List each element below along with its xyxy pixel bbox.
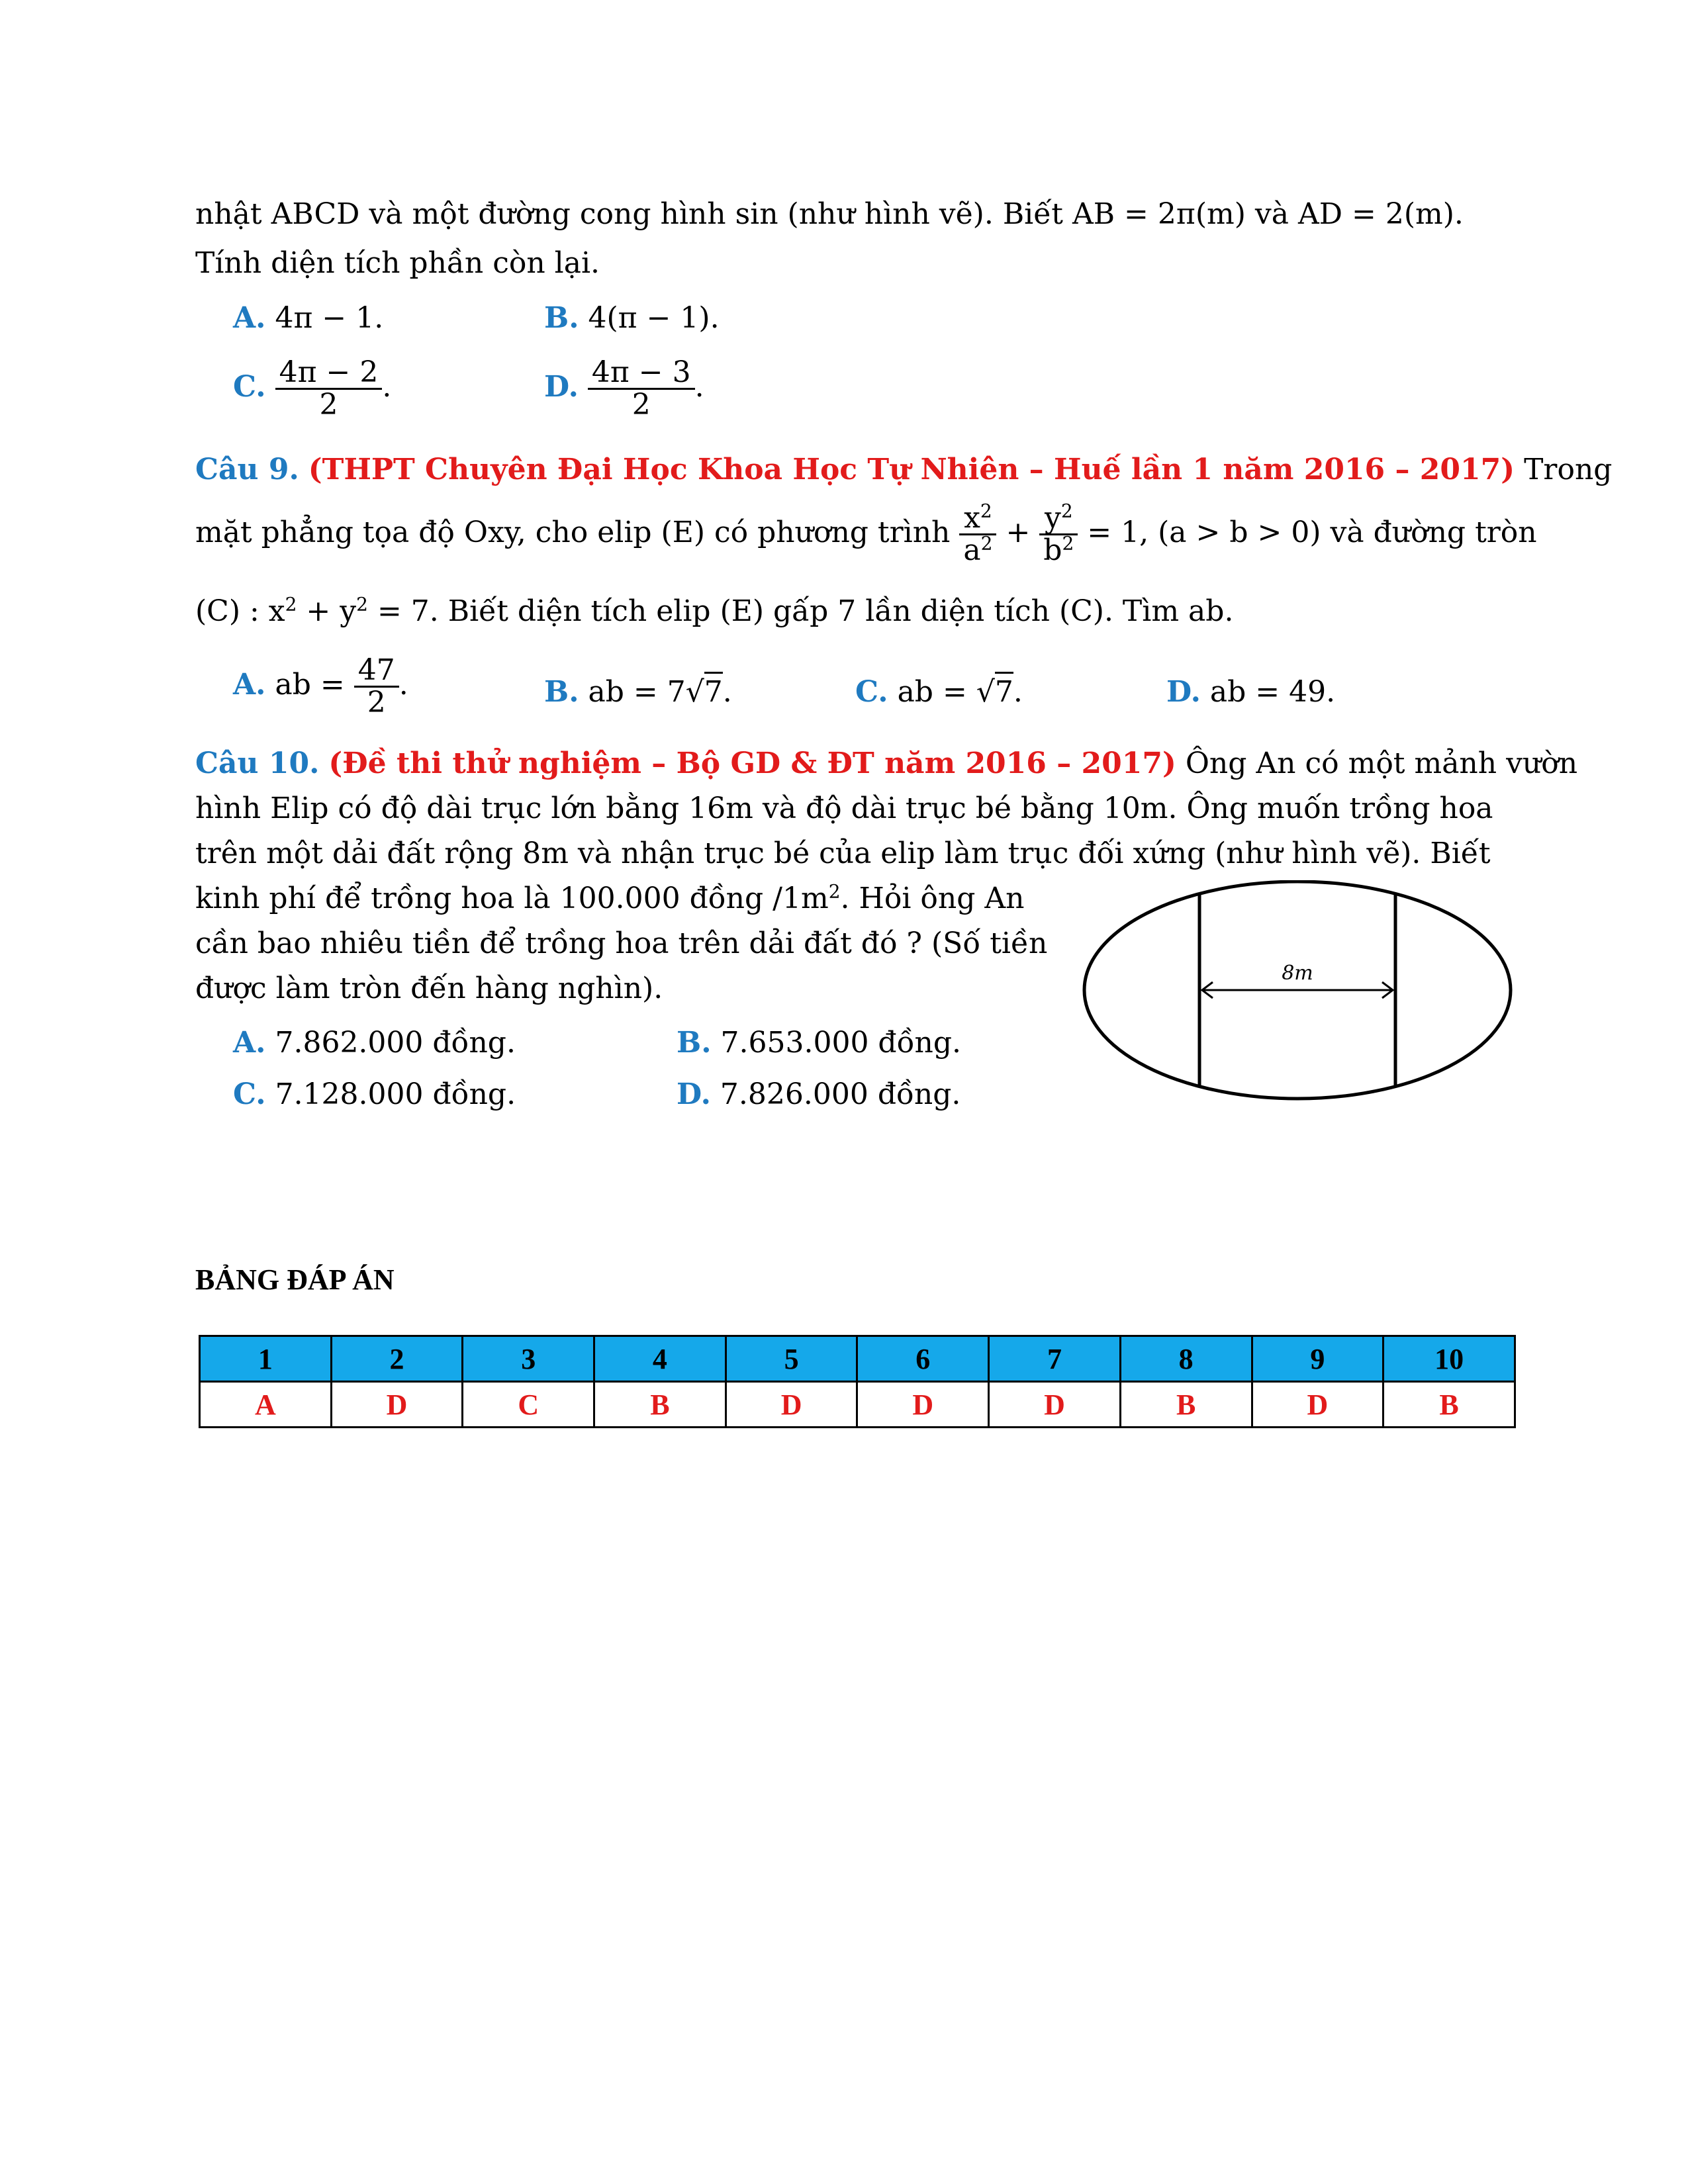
- answer-table-header-row: [200, 1336, 1515, 1382]
- answer-cell: A: [200, 1382, 332, 1428]
- answer-cell: D: [857, 1382, 989, 1428]
- q10-line5: cần bao nhiêu tiền để trồng hoa trên dải đất đó ? (Số tiền: [195, 927, 1048, 960]
- question-number-cell: 1: [200, 1336, 332, 1382]
- prev-option-b: B. 4(π − 1).: [544, 301, 720, 335]
- q10-source: (Đề thi thử nghiệm – Bộ GD & ĐT năm 2016 – 2017): [328, 747, 1176, 780]
- q9-label: Câu 9.: [195, 453, 299, 486]
- q9-option-d: D. ab = 49.: [1166, 675, 1336, 709]
- question-number-cell: 10: [1383, 1336, 1515, 1382]
- answer-cell: D: [726, 1382, 857, 1428]
- question-number-cell: 4: [594, 1336, 726, 1382]
- q10-header: Câu 10. (Đề thi thử nghiệm – Bộ GD & ĐT năm 2016 – 2017) Ông An có một mảnh vườn: [195, 747, 1578, 780]
- q10-option-b: B. 7.653.000 đồng.: [677, 1026, 962, 1060]
- q9-option-b: B. ab = 7√7.: [544, 675, 732, 709]
- q10-line4: kinh phí để trồng hoa là 100.000 đồng $/1m^2$. Hỏi ông An: [195, 880, 1025, 915]
- answer-cell: B: [1383, 1382, 1515, 1428]
- q10-line3: trên một dải đất rộng 8m và nhận trục bé của elip làm trục đối xứng (như hình vẽ). Biết: [195, 837, 1491, 870]
- q9-circle-line: (C) : $x^2 + y^2 = 7$. Biết diện tích elip (E) gấp 7 lần diện tích (C). Tìm ab.: [195, 593, 1234, 628]
- question-number-cell: 6: [857, 1336, 989, 1382]
- answer-cell: D: [331, 1382, 463, 1428]
- q10-label: Câu 10.: [195, 747, 320, 780]
- prev-question-text-line2: Tính diện tích phần còn lại.: [195, 246, 600, 280]
- answer-table: [199, 1335, 1516, 1428]
- q10-option-c: C. 7.128.000 đồng.: [233, 1077, 516, 1111]
- answer-cell: D: [989, 1382, 1121, 1428]
- question-number-cell: 9: [1252, 1336, 1383, 1382]
- q9-header: Câu 9. (THPT Chuyên Đại Học Khoa Học Tự Nhiên – Huế lần 1 năm 2016 – 2017) Trong: [195, 453, 1613, 486]
- q9-source: (THPT Chuyên Đại Học Khoa Học Tự Nhiên – Huế lần 1 năm 2016 – 2017): [308, 453, 1515, 486]
- question-number-cell: 8: [1120, 1336, 1252, 1382]
- answer-table-values-row: [200, 1382, 1515, 1428]
- q9-option-a: A. ab = $\frac{47}{2}$ .: [233, 653, 408, 720]
- answer-table-title: BẢNG ĐÁP ÁN: [195, 1263, 395, 1296]
- ellipse-garden-figure: [1079, 880, 1516, 1118]
- q9-equation-line: mặt phẳng tọa độ Oxy, cho elip (E) có phương trình $\frac{x^2}{a^2}$ + $\frac{y^2}{b^2}$ = 1, (a > b > 0) và đường tròn: [195, 500, 1537, 568]
- question-number-cell: 5: [726, 1336, 857, 1382]
- answer-cell: B: [594, 1382, 726, 1428]
- answer-cell: D: [1252, 1382, 1383, 1428]
- width-label: 8m: [1282, 962, 1313, 985]
- q10-line2: hình Elip có độ dài trục lớn bằng 16m và độ dài trục bé bằng 10m. Ông muốn trồng hoa: [195, 792, 1493, 825]
- prev-option-c: C. $\frac{4\pi - 2}{2}$ .: [233, 355, 392, 422]
- q10-line6: được làm tròn đến hàng nghìn).: [195, 972, 663, 1005]
- q9-option-c: C. ab = √7.: [855, 675, 1023, 709]
- question-number-cell: 3: [463, 1336, 594, 1382]
- question-number-cell: 2: [331, 1336, 463, 1382]
- prev-question-text-line1: nhật ABCD và một đường cong hình sin (như hình vẽ). Biết AB = 2π(m) và AD = 2(m).: [195, 197, 1464, 231]
- prev-option-a: A. 4π − 1.: [233, 301, 384, 335]
- question-number-cell: 7: [989, 1336, 1121, 1382]
- prev-option-d: D. $\frac{4\pi - 3}{2}$ .: [544, 355, 704, 422]
- q10-option-a: A. 7.862.000 đồng.: [233, 1026, 516, 1060]
- answer-cell: B: [1120, 1382, 1252, 1428]
- answer-cell: C: [463, 1382, 594, 1428]
- q10-option-d: D. 7.826.000 đồng.: [677, 1077, 961, 1111]
